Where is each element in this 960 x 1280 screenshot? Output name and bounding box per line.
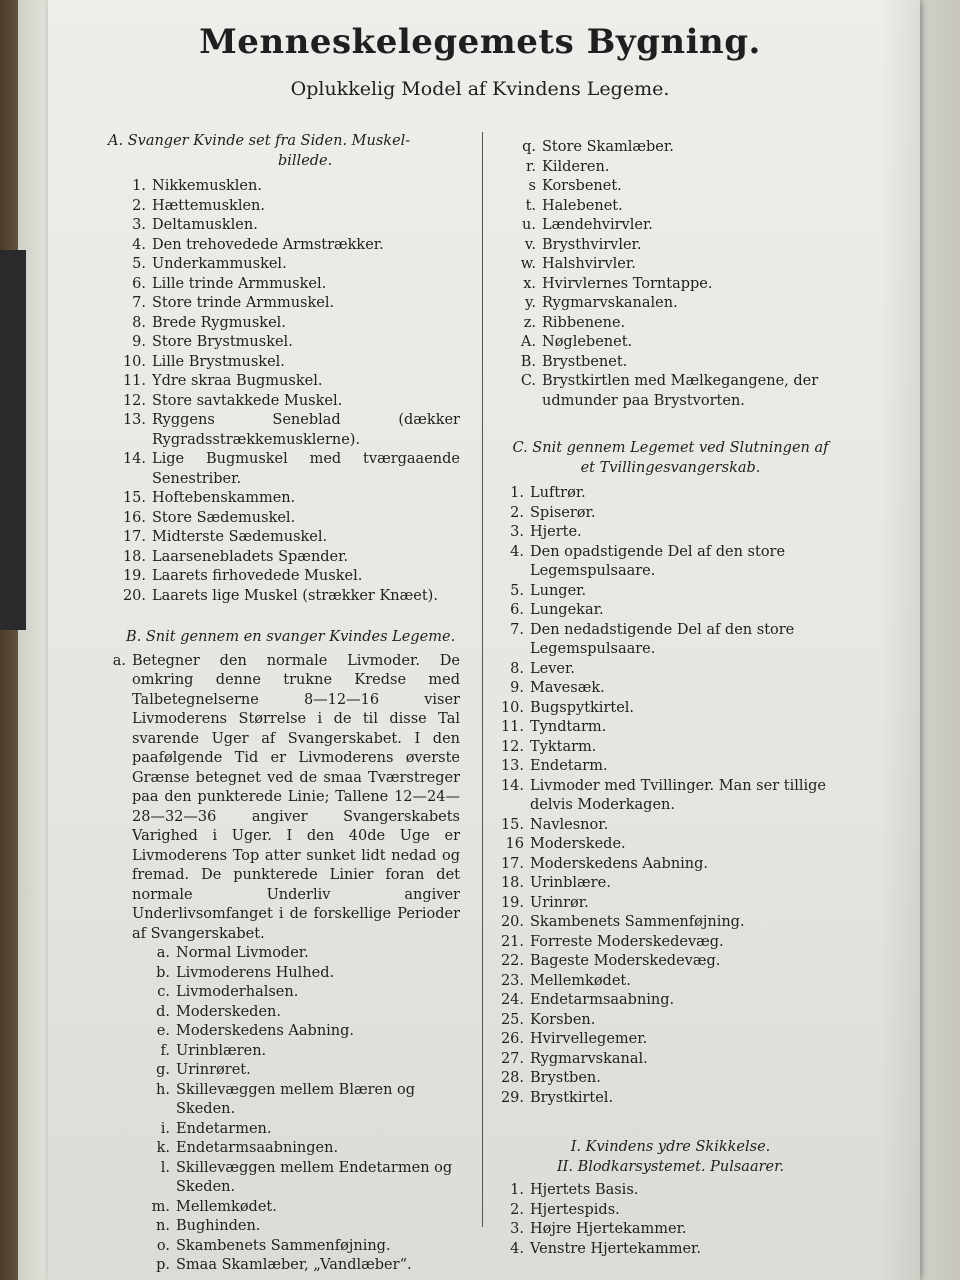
list-item: 29. Brystkirtel.	[500, 1089, 614, 1106]
list-item: 3. Deltamusklen.	[132, 217, 258, 233]
list-item: r. Kilderen.	[526, 158, 610, 175]
section-b-continued-list	[498, 138, 843, 411]
list-item: 14. Lige Bugmuskel med tværgaaende Senestriber.	[122, 451, 460, 487]
list-item: u. Lændehvirvler.	[522, 217, 653, 233]
list-item: 6. Lungekar.	[510, 602, 604, 618]
list-item: 27. Rygmarvskanal.	[500, 1050, 648, 1067]
list-item: 18. Laarsenebladets Spænder.	[122, 548, 349, 565]
list-item: 28. Brystben.	[500, 1070, 601, 1086]
list-item: 12. Tyktarm.	[500, 738, 597, 755]
list-item: 4. Venstre Hjertekammer.	[510, 1240, 701, 1257]
section-a-list	[108, 177, 460, 606]
list-item: k. Endetarmsaabningen.	[156, 1140, 339, 1156]
list-item: 9. Store Brystmuskel.	[132, 334, 293, 350]
list-item: 26. Hvirvellegemer.	[500, 1031, 648, 1047]
list-item: l. Skillevæggen mellem Endetarmen og Skeden.	[160, 1159, 453, 1195]
list-item: 4. Den trehovedede Armstrækker.	[132, 236, 384, 253]
column-divider	[482, 132, 483, 1227]
list-item: 23. Mellemkødet.	[500, 972, 631, 989]
list-item: 11. Ydre skraa Bugmuskel.	[122, 373, 323, 389]
list-item: 5. Underkammuskel.	[132, 256, 287, 272]
list-item: 20. Laarets lige Muskel (strækker Knæet).	[122, 587, 438, 604]
list-item: y. Rygmarvskanalen.	[525, 295, 678, 311]
list-item: b. Livmoderens Hulhed.	[156, 964, 335, 981]
page-subtitle: Oplukkelig Model af Kvindens Legeme.	[290, 78, 670, 100]
list-item: s Korsbenet.	[528, 178, 622, 194]
list-item: 13. Endetarm.	[500, 758, 608, 774]
list-item: x. Hvirvlernes Torntappe.	[523, 275, 713, 292]
list-item: 2. Hættemusklen.	[132, 197, 265, 214]
list-item: 4. Den opadstigende Del af den store Legemspulsaare.	[510, 543, 786, 579]
list-item: 22. Bageste Moderskedevæg.	[500, 953, 721, 969]
list-item: i. Endetarmen.	[160, 1120, 272, 1137]
list-item: 3. Hjerte.	[510, 524, 582, 540]
list-item: 13. Ryggens Seneblad (dækker Rygradsstrækkemusklerne).	[122, 412, 460, 448]
section-b-heading: B. Snit gennem en svanger Kvindes Legeme.	[126, 629, 456, 645]
list-item: h. Skillevæggen mellem Blæren og Skeden.	[156, 1081, 416, 1117]
list-item: 15. Navlesnor.	[500, 816, 609, 833]
list-item: n. Bughinden.	[156, 1218, 261, 1234]
page-title: Menneskelegemets Bygning.	[199, 22, 761, 62]
list-item: 1. Luftrør.	[510, 485, 586, 501]
list-item: 8. Brede Rygmuskel.	[132, 314, 286, 331]
list-item: 25. Korsben.	[500, 1011, 596, 1028]
list-item: m. Mellemkødet.	[151, 1198, 277, 1215]
list-item: 19. Urinrør.	[500, 894, 589, 911]
list-item: 7. Store trinde Armmuskel.	[132, 295, 335, 311]
list-item: 15. Hoftebenskammen.	[122, 490, 296, 506]
list-item: z. Ribbenene.	[523, 314, 626, 331]
section-c-heading: C. Snit gennem Legemet ved Slutningen af et Tvillingesvangerskab.	[512, 440, 829, 476]
list-item: t. Halebenet.	[525, 197, 623, 214]
list-item: 12. Store savtakkede Muskel.	[122, 392, 343, 409]
list-item: 16 Moderskede.	[505, 836, 626, 852]
list-item: q. Store Skamlæber.	[522, 139, 674, 155]
list-item: 6. Lille trinde Armmuskel.	[132, 275, 327, 292]
list-item: f. Urinblæren.	[160, 1042, 267, 1059]
section-c-list	[498, 484, 843, 1108]
list-item: 21. Forreste Moderskedevæg.	[500, 933, 724, 950]
list-item: a. Normal Livmoder.	[156, 945, 309, 961]
section-b-list	[108, 944, 460, 1276]
list-item: 24. Endetarmsaabning.	[500, 992, 675, 1008]
list-item: g. Urinrøret.	[156, 1062, 251, 1078]
list-item: 8. Lever.	[510, 660, 575, 677]
list-item: o. Skambenets Sammenføjning.	[156, 1237, 391, 1254]
list-item: 18. Urinblære.	[500, 875, 611, 891]
section-ii-heading: II. Blodkarsystemet. Pulsaarer.	[556, 1158, 785, 1175]
section-a-heading: A. Svanger Kvinde set fra Siden. Muskel- billede.	[108, 133, 411, 169]
list-item: C. Brystkirtlen med Mælkegangene, der udmunder paa Brystvorten.	[520, 373, 819, 409]
list-item: e. Moderskedens Aabning.	[156, 1023, 355, 1039]
list-item: 17. Midterste Sædemuskel.	[122, 529, 328, 545]
list-item: 9. Mavesæk.	[510, 680, 605, 696]
list-item: 3. Højre Hjertekammer.	[510, 1221, 687, 1237]
list-item: c. Livmoderhalsen.	[157, 984, 299, 1000]
section-b-paragraph: a. Betegner den normale Livmoder. De omkring denne trukne Kredse med Talbetegnelserne 8—12—16 viser Livmoderens Størrelse i de til disse Tal svarende Uger af Svangerskabet. I den paafølgende Tid er Livmoderens øverste Grænse betegnet ved de smaa Tværstreger paa den punkterede Linie; Tallene 12—24—28—32—36 angiver Svangerskabets Varighed i Uger. I den 40de Uge er Livmoderens Top atter sunket lidt nedad og fremad. De punkterede Linier foran det normale Underliv angiver Underlivsomfanget i de forskellige Perioder af Svangerskabet.	[112, 652, 460, 942]
list-item: 1. Nikkemusklen.	[132, 178, 262, 194]
dark-binding-strip	[0, 250, 26, 630]
list-item: 11. Tyndtarm.	[500, 719, 607, 735]
list-item: 16. Store Sædemuskel.	[122, 509, 296, 526]
right-column	[498, 138, 843, 1259]
list-item: p. Smaa Skamlæber, „Vandlæber“.	[156, 1257, 412, 1273]
list-item: w. Halshvirvler.	[520, 256, 636, 272]
list-item: B. Brystbenet.	[520, 353, 628, 370]
list-item: 10. Bugspytkirtel.	[500, 699, 635, 716]
list-item: 2. Hjertespids.	[510, 1201, 620, 1218]
section-i-heading: I. Kvindens ydre Skikkelse.	[570, 1139, 771, 1155]
list-item: 20. Skambenets Sammenføjning.	[500, 914, 745, 930]
list-item: 14. Livmoder med Tvillinger. Man ser tillige delvis Moderkagen.	[500, 777, 826, 813]
left-column	[108, 132, 460, 1276]
list-item: 19. Laarets firhovedede Muskel.	[122, 568, 363, 584]
list-item: 1. Hjertets Basis.	[510, 1182, 639, 1198]
list-item: 7. Den nedadstigende Del af den store Legemspulsaare.	[510, 621, 795, 657]
list-item: 10. Lille Brystmuskel.	[122, 353, 285, 370]
section-ii-list	[498, 1181, 843, 1259]
list-item: 5. Lunger.	[510, 582, 587, 599]
list-item: 17. Moderskedens Aabning.	[500, 855, 709, 872]
list-item: 2. Spiserør.	[510, 504, 596, 521]
list-item: v. Brysthvirvler.	[524, 236, 642, 253]
list-item: A. Nøglebenet.	[520, 334, 633, 350]
list-item: d. Moderskeden.	[156, 1003, 281, 1020]
